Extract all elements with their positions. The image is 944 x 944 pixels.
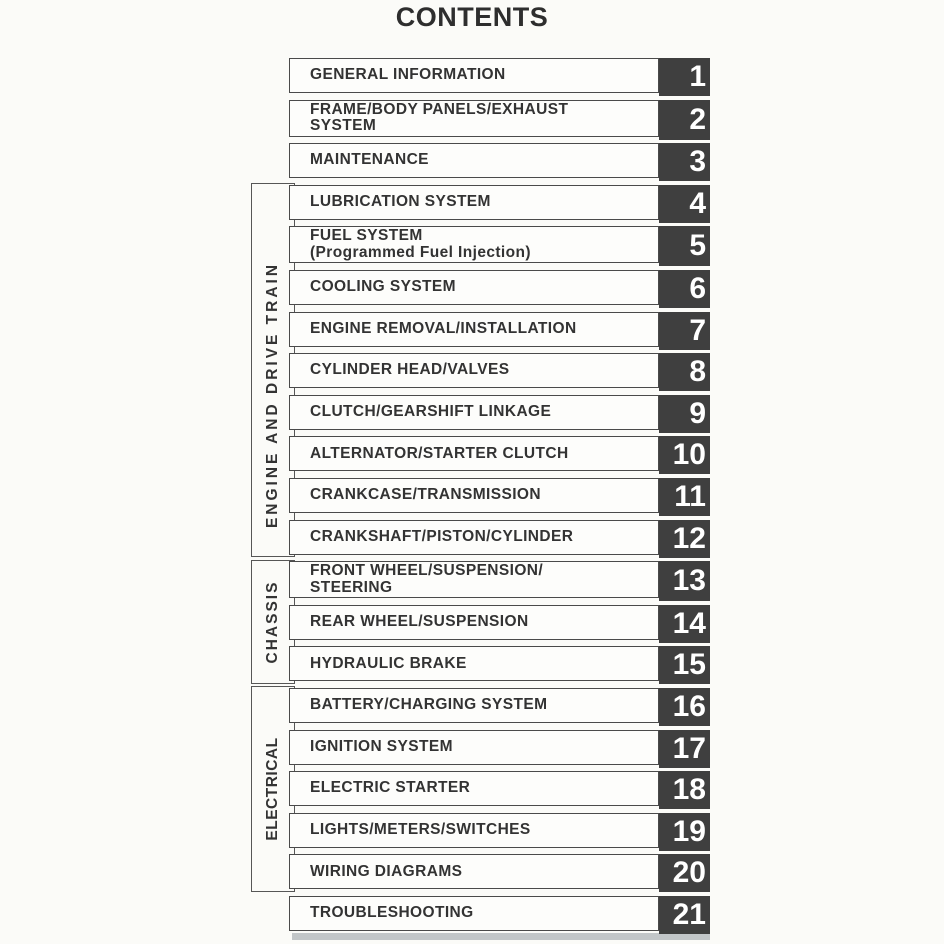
- chapter-title-line: BATTERY/CHARGING SYSTEM: [310, 696, 548, 714]
- toc-row-8: [289, 353, 710, 388]
- chapter-title-line: SYSTEM: [310, 117, 377, 135]
- chapter-title-line: FUEL SYSTEM: [310, 227, 423, 245]
- toc-row-7: [289, 312, 710, 347]
- chapter-title-line: CRANKSHAFT/PISTON/CYLINDER: [310, 527, 574, 545]
- chapter-title: [289, 854, 659, 889]
- chapter-title-line: ENGINE REMOVAL/INSTALLATION: [310, 319, 577, 337]
- chapter-number-box: 10: [659, 436, 710, 474]
- chapter-number-box: 17: [659, 730, 710, 768]
- chapter-number-box: 2: [659, 100, 710, 140]
- chapter-title: [289, 646, 659, 681]
- toc-row-10: [289, 436, 710, 471]
- chapter-title: [289, 143, 659, 178]
- chapter-number-box: 19: [659, 813, 710, 851]
- section-label: ENGINE AND DRIVE TRAIN: [264, 261, 281, 529]
- chapter-number-box: 14: [659, 605, 710, 643]
- chapter-title-line: STEERING: [310, 578, 393, 596]
- toc-row-21: [289, 896, 710, 931]
- chapter-title: [289, 58, 659, 93]
- chapter-number-box: 21: [659, 896, 710, 934]
- chapter-title-line: WIRING DIAGRAMS: [310, 862, 463, 880]
- toc-row-3: [289, 143, 710, 178]
- chapter-number-box: 11: [659, 478, 710, 516]
- chapter-title: [289, 896, 659, 931]
- chapter-number-box: 20: [659, 854, 710, 892]
- chapter-title: [289, 813, 659, 848]
- toc-row-15: [289, 646, 710, 681]
- chapter-number-box: 13: [659, 561, 710, 601]
- chapter-title: [289, 688, 659, 723]
- chapter-title-line: LUBRICATION SYSTEM: [310, 193, 491, 211]
- chapter-title: [289, 605, 659, 640]
- chapter-title-line: ALTERNATOR/STARTER CLUTCH: [310, 444, 569, 462]
- chapter-title: [289, 100, 659, 137]
- chapter-title: [289, 520, 659, 555]
- toc-row-20: [289, 854, 710, 889]
- chapter-title: [289, 312, 659, 347]
- toc-row-5: [289, 226, 710, 263]
- chapter-title-line: IGNITION SYSTEM: [310, 737, 453, 755]
- chapter-title-line: REAR WHEEL/SUSPENSION: [310, 612, 529, 630]
- chapter-title: [289, 478, 659, 513]
- chapter-number-box: 9: [659, 395, 710, 433]
- chapter-title-line: FRONT WHEEL/SUSPENSION/: [310, 562, 544, 580]
- chapter-number-box: 6: [659, 270, 710, 308]
- chapter-number-box: 3: [659, 143, 710, 181]
- chapter-title-line: CLUTCH/GEARSHIFT LINKAGE: [310, 403, 552, 420]
- chapter-title-line: CRANKCASE/TRANSMISSION: [310, 486, 541, 504]
- chapter-number-box: 5: [659, 226, 710, 266]
- toc-row-6: [289, 270, 710, 305]
- toc-row-14: [289, 605, 710, 640]
- chapter-title: [289, 561, 659, 598]
- toc-row-1: [289, 58, 710, 93]
- toc-row-9: [289, 395, 710, 430]
- toc-row-16: [289, 688, 710, 723]
- toc-row-13: [289, 561, 710, 598]
- chapter-number-box: 12: [659, 520, 710, 558]
- chapter-number-box: 8: [659, 353, 710, 391]
- chapter-number-box: 18: [659, 771, 710, 809]
- toc-row-11: [289, 478, 710, 513]
- chapter-number-box: 4: [659, 185, 710, 223]
- chapter-number-box: 15: [659, 646, 710, 684]
- chapter-number-box: 16: [659, 688, 710, 726]
- chapter-title: [289, 270, 659, 305]
- chapter-title-line: COOLING SYSTEM: [310, 278, 456, 296]
- toc-row-4: [289, 185, 710, 220]
- chapter-number-box: 7: [659, 312, 710, 350]
- chapter-number-box: 1: [659, 58, 710, 96]
- section-label: ELECTRICAL: [264, 737, 281, 841]
- chapter-title: [289, 771, 659, 806]
- chapter-title: [289, 185, 659, 220]
- chapter-title-line: FRAME/BODY PANELS/EXHAUST: [310, 100, 569, 118]
- page-title: CONTENTS: [395, 2, 549, 32]
- toc-row-17: [289, 730, 710, 765]
- page-edge-shadow: [292, 933, 710, 940]
- toc-row-18: [289, 771, 710, 806]
- chapter-title-line: CYLINDER HEAD/VALVES: [310, 361, 510, 379]
- chapter-title: [289, 436, 659, 471]
- chapter-title: [289, 353, 659, 388]
- chapter-title: [289, 730, 659, 765]
- chapter-title-line: MAINTENANCE: [310, 151, 429, 169]
- chapter-title-line: ELECTRIC STARTER: [310, 779, 471, 797]
- table-of-contents: [289, 58, 710, 931]
- chapter-title: [289, 395, 659, 430]
- chapter-title-line: GENERAL INFORMATION: [310, 66, 506, 84]
- toc-row-19: [289, 813, 710, 848]
- chapter-title-line: (Programmed Fuel Injection): [310, 243, 531, 261]
- section-label: CHASSIS: [264, 580, 281, 663]
- chapter-title: [289, 226, 659, 263]
- chapter-title-line: TROUBLESHOOTING: [310, 904, 474, 922]
- chapter-title-line: HYDRAULIC BRAKE: [310, 654, 467, 672]
- toc-row-12: [289, 520, 710, 555]
- toc-row-2: [289, 100, 710, 137]
- chapter-title-line: LIGHTS/METERS/SWITCHES: [310, 820, 531, 838]
